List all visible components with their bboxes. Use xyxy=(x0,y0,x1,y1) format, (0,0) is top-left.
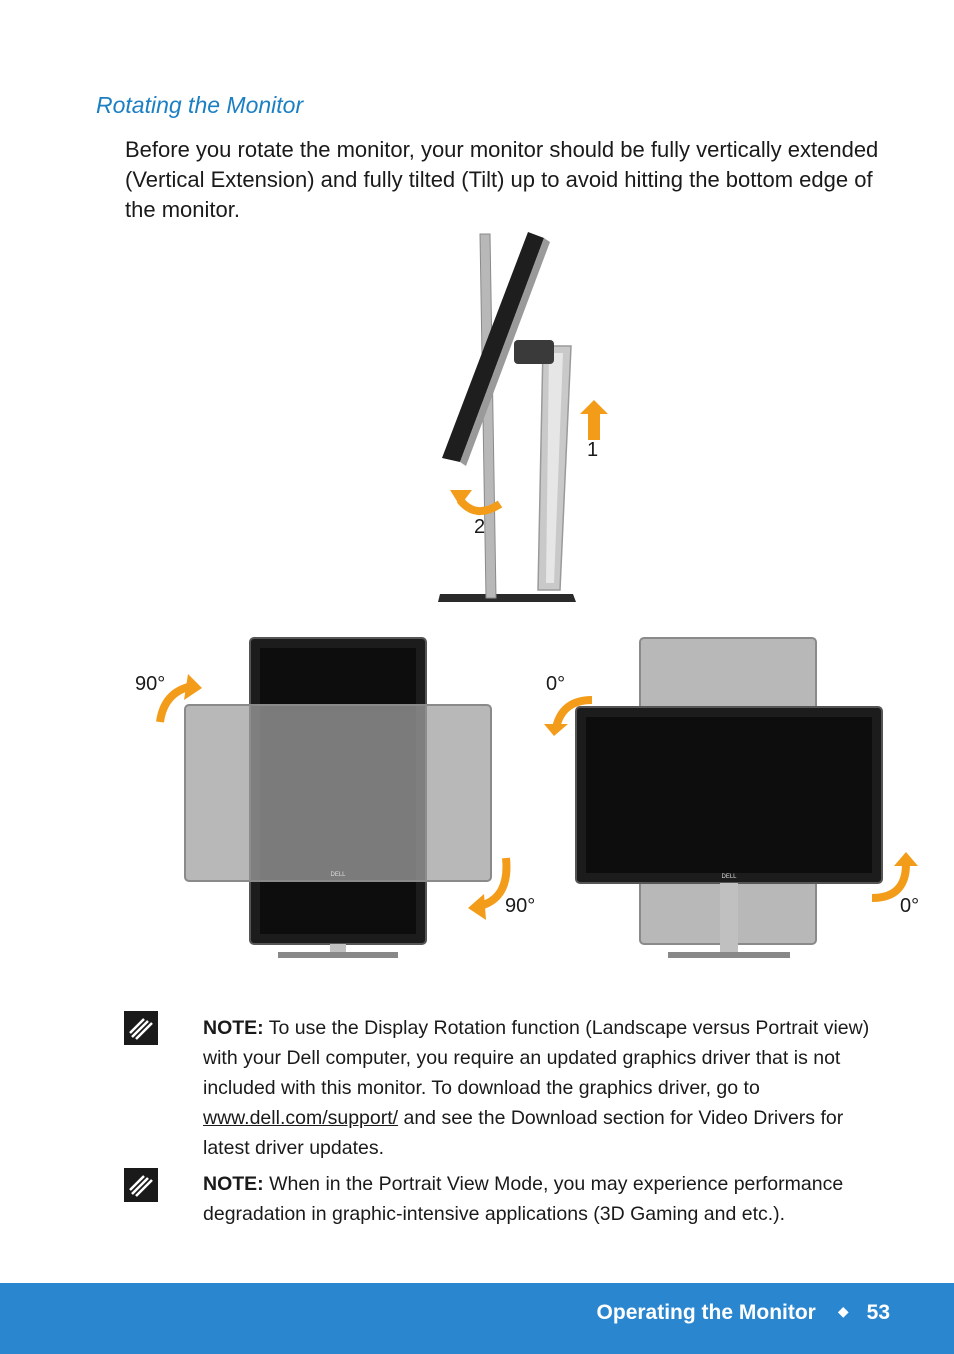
tilt-extension-illustration xyxy=(368,228,648,608)
page-footer xyxy=(0,1283,954,1354)
footer-separator: ◆ xyxy=(837,1303,849,1319)
note-text-2: When in the Portrait View Mode, you may experience performance degradation in graphic-intensive applications (3D Gaming and etc.). xyxy=(203,1173,844,1225)
footer-section-title: Operating the Monitor xyxy=(596,1301,816,1324)
brand-label: DELL xyxy=(330,872,346,878)
note-pencil-icon xyxy=(124,1011,158,1045)
angle-label-bottom-left: 90° xyxy=(505,895,536,917)
note-text-after: and see the Download section for Video Drivers for latest driver updates. xyxy=(203,1107,844,1159)
intro-paragraph: Before you rotate the monitor, your monitor should be fully vertically extended (Vertical Extension) and fully tilted (Tilt) up to avoid hitting the bottom edge of the monitor. xyxy=(125,137,879,222)
rotate-to-portrait-illustration xyxy=(130,630,550,962)
footer-text xyxy=(597,1301,890,1325)
step-1-label: 1 xyxy=(587,439,599,461)
angle-label-top-left: 90° xyxy=(135,673,166,695)
note-label-2: NOTE: xyxy=(203,1173,264,1195)
support-link[interactable]: www.dell.com/support/ xyxy=(203,1107,399,1129)
angle-label-bottom-right: 0° xyxy=(900,895,920,917)
note-pencil-icon-2 xyxy=(124,1168,158,1202)
brand-label-right: DELL xyxy=(721,874,737,880)
note-text: To use the Display Rotation function (Landscape versus Portrait view) with your Dell computer, you require an updated graphics driver that is not included with this monitor. To download the graphics driver, go to xyxy=(203,1017,870,1099)
note-portrait-performance xyxy=(203,1169,893,1229)
step-2-label: 2 xyxy=(474,516,486,538)
note-display-rotation xyxy=(203,1013,893,1163)
rotate-to-landscape-illustration xyxy=(540,630,940,962)
section-heading: Rotating the Monitor xyxy=(96,92,304,118)
page-number: 53 xyxy=(866,1301,890,1324)
note-label: NOTE: xyxy=(203,1017,264,1039)
angle-label-top-right: 0° xyxy=(546,673,566,695)
